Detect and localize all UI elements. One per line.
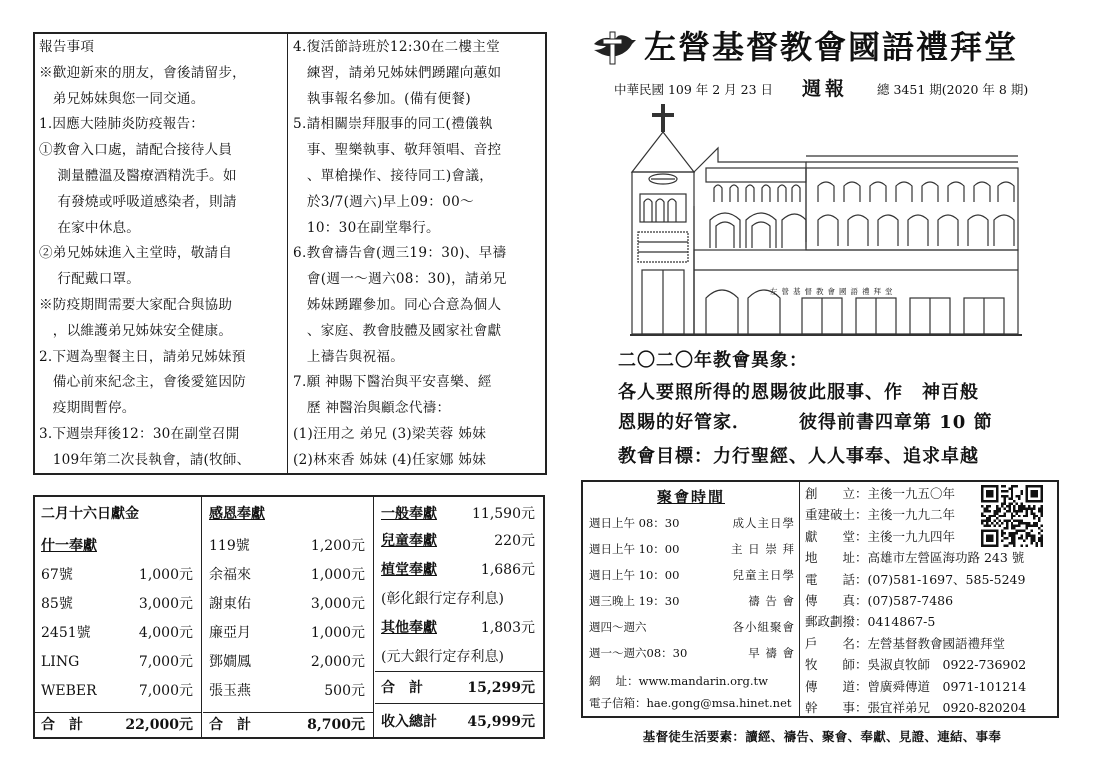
donor-name: 謝東佑 <box>209 596 251 612</box>
announcement-line: 在家中休息。 <box>39 219 141 236</box>
announcement-line: 、家庭、教會肢體及國家社會獻 <box>293 322 502 339</box>
donor-name: 張玉燕 <box>209 683 251 699</box>
meeting-row <box>589 514 795 532</box>
offering-row <box>41 593 193 615</box>
announcements-right-column <box>289 34 545 473</box>
church-planting-offering-row: 植堂奉獻 1,686元 <box>381 562 535 578</box>
meeting-time: 週日上午 08：30 <box>589 516 680 530</box>
announcement-line: 有發燒或呼吸道感染者，則請 <box>39 193 237 210</box>
meeting-time: 週日上午 10：00 <box>589 542 680 556</box>
church-goal: 教會目標：力行聖經、人人事奉、追求卓越 <box>618 446 979 467</box>
church-name-title: 左營基督教會國語禮拜堂 <box>644 28 1019 66</box>
offering-date-title: 二月十六日獻金 <box>41 506 139 522</box>
announcement-line: 姊妹踴躍參加。同心合意為個人 <box>293 296 502 313</box>
meeting-row <box>589 618 795 636</box>
column-divider <box>799 482 800 716</box>
offering-row <box>209 680 365 702</box>
announcement-line: 、單槍操作、接待同工)會議， <box>293 167 494 184</box>
church-building-illustration <box>630 102 1022 340</box>
offering-amount: 500元 <box>324 683 365 699</box>
meeting-time: 週日上午 10：00 <box>589 568 680 582</box>
column-divider <box>287 34 288 473</box>
meeting-time: 週三晚上 19：30 <box>589 594 680 608</box>
other-offerings-column <box>375 497 543 737</box>
thanksgiving-column <box>203 497 373 737</box>
church-sign-text: 左營基督教會國語禮拜堂 <box>770 287 897 296</box>
announcement-line: ※防疫期間需要大家配合與協助 <box>39 296 233 313</box>
announcement-line: 6.教會禱告會(週三19：30)、早禱 <box>293 245 507 262</box>
donor-name: LING <box>41 654 80 670</box>
offering-row <box>209 651 365 673</box>
offering-row <box>209 564 365 586</box>
info-line: 獻 堂：主後一九九四年 <box>805 528 956 544</box>
announcement-line: 上禱告與祝福。 <box>293 348 405 365</box>
cross-dove-logo-icon <box>592 30 638 66</box>
thanksgiving-total-row: 合 計 8,700元 <box>209 717 365 733</box>
offering-amount: 7,000元 <box>138 654 193 670</box>
total-divider <box>35 712 201 713</box>
thanksgiving-title: 感恩奉獻 <box>209 506 265 522</box>
offering-row <box>41 622 193 644</box>
announcement-line: 練習，請弟兄姊妹們踴躍向蕙如 <box>293 64 502 81</box>
email-line: 電子信箱：hae.gong@msa.hinet.net <box>589 696 792 710</box>
announcement-line: 10：30在副堂舉行。 <box>293 219 440 236</box>
offering-amount: 3,000元 <box>310 596 365 612</box>
offering-amount: 3,000元 <box>138 596 193 612</box>
meeting-time: 週四～週六 <box>589 620 647 634</box>
donor-name: WEBER <box>41 683 97 699</box>
announcement-line: 4.復活節詩班於12:30在二樓主堂 <box>293 39 501 55</box>
offering-row <box>209 622 365 644</box>
offerings-table <box>33 495 545 739</box>
church-planting-note: (彰化銀行定存利息) <box>381 591 504 607</box>
announcement-line: 109年第二次長執會，請(牧師、 <box>39 451 251 468</box>
total-divider <box>375 703 543 704</box>
announcement-line: 報告事項 <box>39 39 95 55</box>
info-line: 創 立：主後一九五〇年 <box>805 486 956 501</box>
church-info-box <box>581 480 1059 718</box>
subtotal-row: 合 計 15,299元 <box>381 680 535 696</box>
announcement-line: 會(週一～週六08：30)，請弟兄 <box>293 271 507 288</box>
announcement-line: 歷 神醫治與顧念代禱： <box>293 400 451 417</box>
announcement-line: 執事報名參加。(備有便餐) <box>293 90 471 107</box>
offering-row <box>209 535 365 557</box>
meeting-name: 各小組聚會 <box>732 620 795 634</box>
announcement-line: (2)林來香 姊妹 (4)任家娜 姊妹 <box>293 451 487 468</box>
meeting-row <box>589 540 795 558</box>
meeting-time: 週一～週六08：30 <box>589 646 688 660</box>
announcement-line: ※歡迎新來的朋友，會後請留步， <box>39 64 246 81</box>
other-offering-row: 其他奉獻 1,803元 <box>381 620 535 636</box>
announcement-line: 於3/7(週六)早上09：00～ <box>293 193 474 210</box>
meeting-times-title: 聚會時間 <box>656 488 725 506</box>
info-line: 傳 道：曾廣舜傳道 0971-101214 <box>805 678 1027 694</box>
offering-amount: 7,000元 <box>138 683 193 699</box>
other-offering-note: (元大銀行定存利息) <box>381 649 504 665</box>
income-total-row: 收入總計 45,999元 <box>381 714 535 730</box>
children-offering-row: 兒童奉獻 220元 <box>381 533 535 549</box>
announcement-line: 2.下週為聖餐主日，請弟兄姊妹預 <box>39 348 246 365</box>
issue-number: 總 3451 期(2020 年 8 期) <box>877 82 1029 97</box>
subtotal-divider <box>375 671 543 672</box>
announcements-box <box>33 32 547 475</box>
offering-amount: 1,000元 <box>138 567 193 583</box>
donor-name: 余福來 <box>209 567 251 583</box>
tithe-column <box>35 497 201 737</box>
donor-name: 67號 <box>41 567 73 583</box>
announcement-line: 疫期間暫停。 <box>39 400 136 417</box>
donor-name: 廉亞月 <box>209 625 251 641</box>
website-line: 網 址：www.mandarin.org.tw <box>589 674 769 688</box>
announcement-line: 備心前來紀念主，會後愛筵因防 <box>39 374 246 391</box>
info-line: 地 址：高雄市左營區海功路 243 號 <box>805 550 1025 566</box>
announcement-line: ，以維護弟兄姊妹安全健康。 <box>39 322 233 339</box>
vision-title: 二〇二〇年教會異象： <box>618 350 808 371</box>
offering-amount: 4,000元 <box>138 625 193 641</box>
qr-code-icon <box>981 485 1043 547</box>
offering-row <box>41 651 193 673</box>
general-offering-row: 一般奉獻 11,590元 <box>381 506 535 522</box>
column-divider <box>201 497 202 737</box>
donor-name: 鄧嫺鳳 <box>209 654 251 670</box>
announcements-left-column <box>35 34 287 473</box>
announcement-line: (1)汪用之 弟兄 (3)梁芙蓉 姊妹 <box>293 425 487 442</box>
christian-life-essentials: 基督徒生活要素：讀經、禱告、聚會、奉獻、見證、連結、事奉 <box>642 729 1002 744</box>
vision-statement: 各人要照所得的恩賜彼此服事、作 神百般 <box>618 382 979 403</box>
donor-name: 119號 <box>209 538 250 554</box>
info-line: 郵政劃撥：0414867-5 <box>805 614 936 630</box>
announcement-line: 5.請相關崇拜服事的同工(禮儀執 <box>293 116 493 133</box>
offering-amount: 1,000元 <box>310 625 365 641</box>
announcement-line: 事、聖樂執事、敬拜領唱、音控 <box>293 142 502 159</box>
column-divider <box>373 497 374 737</box>
announcements-right-lines <box>289 34 545 473</box>
announcement-line: ②弟兄姊妹進入主堂時，敬請自 <box>39 245 233 262</box>
offering-row <box>41 564 193 586</box>
offering-row <box>41 680 193 702</box>
offering-row <box>209 593 365 615</box>
bulletin-date: 中華民國 109 年 2 月 23 日 <box>614 82 774 97</box>
donor-name: 2451號 <box>41 625 91 641</box>
info-line: 幹 事：張宜祥弟兄 0920-820204 <box>805 700 1027 715</box>
info-line: 戶 名：左營基督教會國語禮拜堂 <box>805 635 1006 651</box>
announcement-line: 1.因應大陸肺炎防疫報告： <box>39 116 205 133</box>
announcement-line: 3.下週崇拜後12：30在副堂召開 <box>39 425 240 442</box>
tithe-subtitle: 什一奉獻 <box>41 538 97 554</box>
tithe-total-row: 合 計 22,000元 <box>41 717 193 733</box>
bulletin-label: 週報 <box>802 78 849 100</box>
total-divider <box>203 712 373 713</box>
announcement-line: 測量體溫及醫療酒精洗手。如 <box>39 167 237 184</box>
info-line: 牧 師：吳淑貞牧師 0922-736902 <box>805 657 1027 673</box>
announcement-line: 弟兄姊妹與您一同交通。 <box>39 90 205 107</box>
info-line: 重建破土：主後一九九二年 <box>805 507 956 523</box>
meeting-name: 主 日 崇 拜 <box>731 542 795 556</box>
meeting-name: 兒童主日學 <box>732 568 795 582</box>
info-line: 傳 真：(07)587-7486 <box>805 593 954 608</box>
announcement-line: 行配戴口罩。 <box>39 271 141 288</box>
donor-name: 85號 <box>41 596 73 612</box>
offering-amount: 1,000元 <box>310 567 365 583</box>
meeting-row <box>589 644 795 662</box>
offering-amount: 1,200元 <box>310 538 365 554</box>
meeting-name: 早 禱 會 <box>748 646 795 660</box>
meeting-row <box>589 566 795 584</box>
vision-scripture-reference: 恩賜的好管家． 彼得前書四章第 10 節 <box>618 412 993 433</box>
offering-amount: 2,000元 <box>310 654 365 670</box>
meeting-name: 成人主日學 <box>732 516 795 530</box>
announcement-line: 7.願 神賜下醫治與平安喜樂、經 <box>293 374 492 391</box>
info-line: 電 話：(07)581-1697、585-5249 <box>805 571 1026 587</box>
announcement-line: ①教會入口處，請配合接待人員 <box>39 142 233 159</box>
meeting-row <box>589 592 795 610</box>
announcements-left-lines <box>35 34 287 473</box>
meeting-name: 禱 告 會 <box>748 594 795 608</box>
